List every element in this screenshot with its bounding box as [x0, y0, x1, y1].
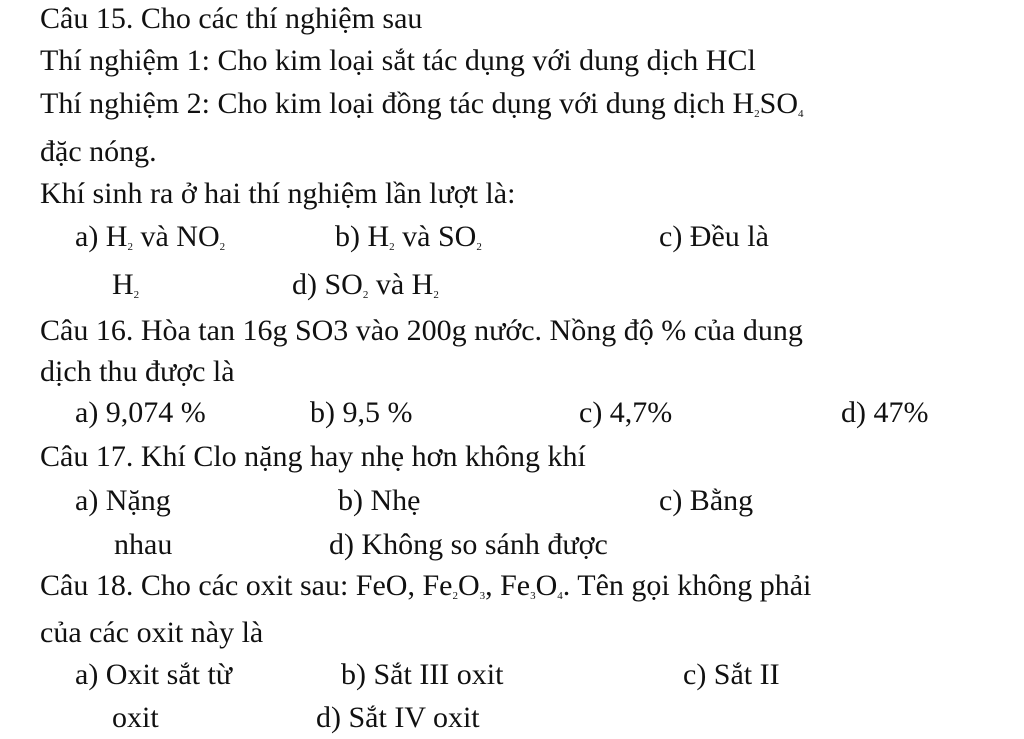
q16-title: Câu 16. Hòa tan 16g SO3 vào 200g nước. Nồng độ % của dung — [40, 314, 803, 347]
q18-option-c: c) Sắt II — [683, 658, 780, 691]
q15-exp2-text: Thí nghiệm 2: Cho kim loại đồng tác dụng với dung dịch H — [40, 87, 755, 120]
q15-d-text: d) SO — [292, 268, 363, 301]
q15-exp2-sub: 4 — [798, 108, 804, 120]
q17-option-c: c) Bằng — [659, 484, 754, 517]
q15-title: Câu 15. Cho các thí nghiệm sau — [40, 2, 423, 35]
q15-option-d — [292, 270, 439, 300]
q17-option-c-cont: nhau — [114, 528, 173, 561]
q16-option-a: a) 9,074 % — [75, 396, 206, 429]
q18-text: , Fe — [485, 569, 531, 602]
q17-title: Câu 17. Khí Clo nặng hay nhẹ hơn không khí — [40, 440, 586, 473]
q15-a-text: và NO — [132, 220, 220, 253]
q15-experiment-2 — [40, 89, 804, 119]
q15-b-text: b) H — [335, 220, 390, 253]
q16-option-b: b) 9,5 % — [310, 396, 413, 429]
q15-option-a — [75, 222, 225, 252]
q15-b-sub: 2 — [389, 241, 395, 253]
q17-option-d: d) Không so sánh được — [329, 528, 608, 561]
q18-sub: 2 — [452, 590, 458, 602]
q15-a-text: a) H — [75, 220, 128, 253]
q17-option-a: a) Nặng — [75, 484, 171, 517]
q18-text: Câu 18. Cho các oxit sau: FeO, Fe — [40, 569, 453, 602]
q15-c-text: H — [112, 268, 134, 301]
q18-sub: 4 — [557, 590, 563, 602]
q18-text: O — [457, 569, 480, 602]
q16-title-cont: dịch thu được là — [40, 355, 235, 388]
q15-option-b — [335, 222, 482, 252]
q15-d-sub: 2 — [362, 289, 369, 301]
q15-d-text: và H — [368, 268, 434, 301]
q18-title-cont: của các oxit này là — [40, 616, 264, 649]
q18-option-c-cont: oxit — [112, 701, 159, 734]
q15-option-c: c) Đều là — [659, 220, 769, 253]
q18-option-b: b) Sắt III oxit — [341, 658, 504, 691]
q18-sub: 3 — [479, 590, 486, 602]
q18-option-d: d) Sắt IV oxit — [316, 701, 480, 734]
q15-exp2-formula: SO — [759, 87, 798, 120]
q18-sub: 3 — [530, 590, 536, 602]
q18-option-a: a) Oxit sắt từ — [75, 658, 233, 691]
q15-b-text: và SO — [394, 220, 477, 253]
q15-prompt: Khí sinh ra ở hai thí nghiệm lần lượt là: — [40, 177, 516, 210]
q15-experiment-1: Thí nghiệm 1: Cho kim loại sắt tác dụng với dung dịch HCl — [40, 44, 756, 77]
q18-text: O — [535, 569, 558, 602]
q15-a-sub: 2 — [127, 241, 133, 253]
q18-text: . Tên gọi không phải — [562, 569, 812, 602]
q17-option-b: b) Nhẹ — [338, 484, 421, 517]
q16-option-c: c) 4,7% — [579, 396, 673, 429]
q15-experiment-2-cont: đặc nóng. — [40, 135, 157, 168]
q16-option-d: d) 47% — [841, 396, 929, 429]
q15-a-sub: 2 — [219, 241, 226, 253]
q15-d-sub: 2 — [433, 289, 439, 301]
q15-exp2-sub: 2 — [754, 108, 760, 120]
q15-option-c-cont — [112, 270, 139, 300]
q15-c-sub: 2 — [133, 289, 140, 301]
q15-b-sub: 2 — [476, 241, 482, 253]
q18-title — [40, 571, 811, 601]
